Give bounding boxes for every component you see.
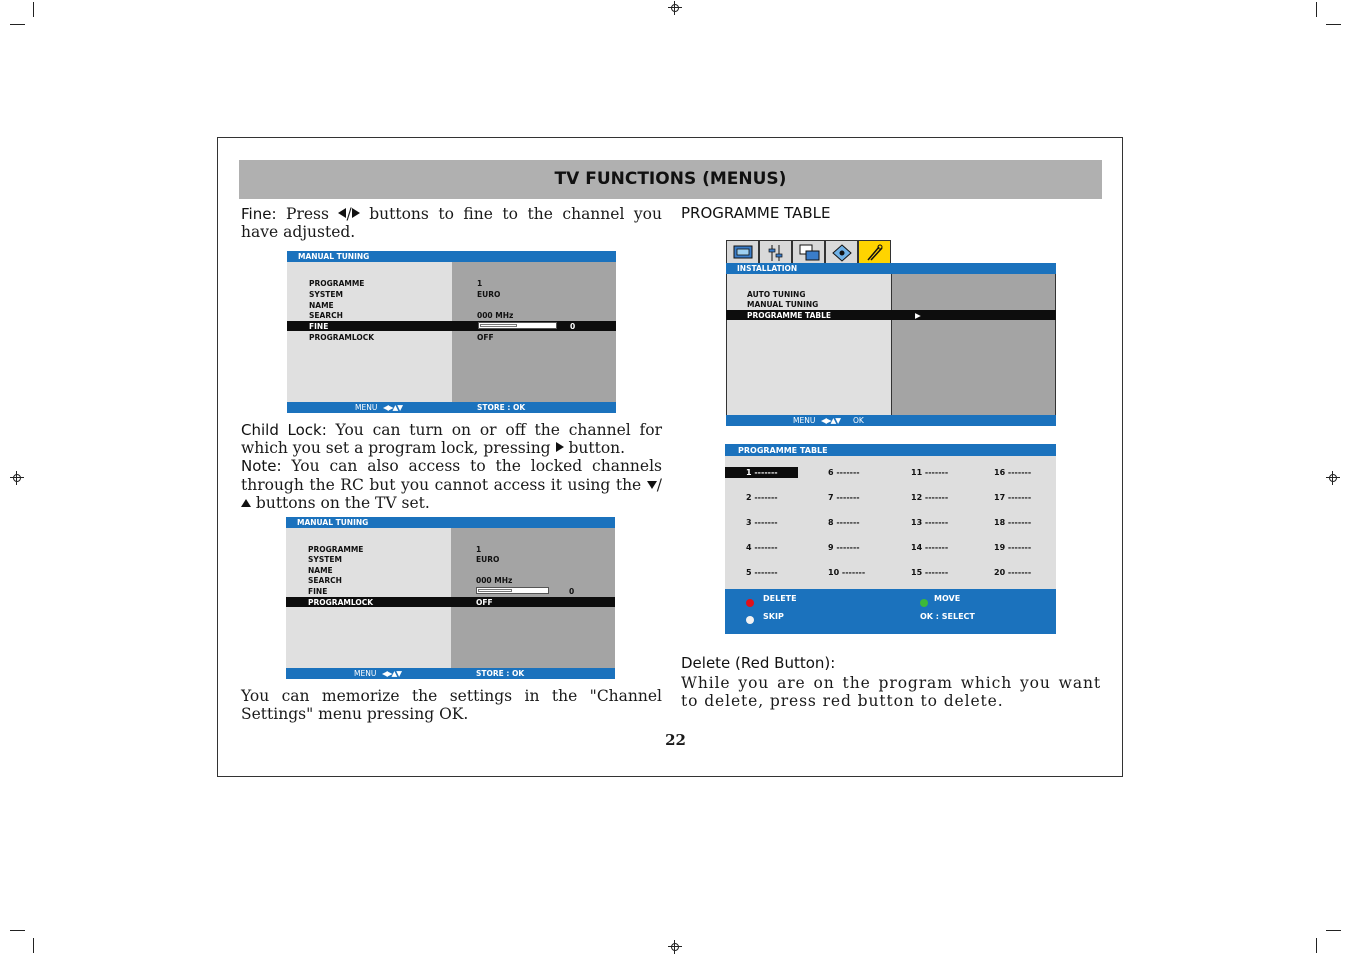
title-banner: [239, 160, 1102, 199]
crop-mark: [10, 930, 25, 931]
osd-row-system: SYSTEM EURO: [308, 555, 500, 564]
programme-slot: 15 -------: [911, 568, 949, 577]
programme-slot: 10 -------: [828, 568, 866, 577]
settings-sliders-icon: [759, 240, 792, 264]
crop-mark: [1326, 930, 1341, 931]
installation-item-programme-table: PROGRAMME TABLE ▶: [726, 310, 1056, 320]
page-title: TV FUNCTIONS (MENUS): [554, 169, 787, 189]
osd-row-name: NAME: [309, 301, 334, 310]
right-arrow-icon: ▶: [915, 311, 921, 320]
features-diamond-icon: [825, 240, 858, 264]
note-text-a: You can also access to the locked channels through the RC but you cannot access it using the: [241, 457, 662, 494]
delete-heading: Delete (Red Button):: [681, 654, 836, 672]
delete-label: DELETE: [763, 594, 797, 603]
crop-mark: [10, 24, 25, 25]
nav-arrows-icon: ◀▶▲▼: [383, 403, 403, 412]
green-dot-icon: [920, 599, 928, 607]
programme-table-body: [725, 456, 1056, 589]
crop-mark: [1326, 24, 1341, 25]
programme-slot: 19 -------: [994, 543, 1032, 552]
installation-item-manual-tuning: MANUAL TUNING: [747, 300, 819, 309]
osd-title-bar: [286, 517, 615, 528]
programme-slot: 2 -------: [746, 493, 778, 502]
osd-footer-store: STORE : OK: [476, 669, 525, 678]
child-lock-text-a: You can turn on or off the channel for which you set a program lock, pressing: [241, 421, 662, 458]
osd-row-programme: PROGRAMME 1: [308, 545, 482, 554]
manual-tuning-osd-programlock: [286, 517, 615, 679]
osd-row-fine: FINE 0: [287, 321, 616, 331]
fine-text-b: buttons to fine to the channel you have adjusted.: [241, 205, 662, 242]
osd-row-search: SEARCH 000 MHz: [309, 311, 514, 320]
osd-row-name: NAME: [308, 566, 333, 575]
programme-slot: 6 -------: [828, 468, 860, 477]
installation-tools-icon: [858, 240, 891, 264]
osd-row-programlock: PROGRAMLOCK OFF: [309, 333, 494, 342]
fine-paragraph: Fine: Press / buttons to fine to the channel you have adjusted.: [241, 205, 662, 242]
crop-mark: [1316, 2, 1317, 17]
ok-select-label: OK : SELECT: [920, 612, 975, 621]
osd-footer-bar: [287, 402, 616, 413]
programme-slot: 11 -------: [911, 468, 949, 477]
programme-slot: 13 -------: [911, 518, 949, 527]
programme-table-footer: [725, 589, 1056, 634]
registration-mark-icon: [1326, 471, 1340, 485]
osd-title: MANUAL TUNING: [298, 252, 370, 261]
programme-slot: 12 -------: [911, 493, 949, 502]
crop-mark: [1316, 938, 1317, 953]
installation-item-auto-tuning: AUTO TUNING: [747, 290, 806, 299]
memorize-paragraph: You can memorize the settings in the "Channel Settings" menu pressing OK.: [241, 687, 662, 724]
child-lock-lead: Child Lock:: [241, 421, 327, 439]
installation-footer-ok: OK: [853, 416, 864, 425]
programme-slot: 5 -------: [746, 568, 778, 577]
programme-slot: 9 -------: [828, 543, 860, 552]
fine-text-a: Press: [276, 205, 339, 223]
osd-footer-menu: MENU: [354, 669, 377, 678]
osd-title: MANUAL TUNING: [297, 518, 369, 527]
manual-tuning-osd-fine: [287, 251, 616, 413]
fine-slider: [476, 587, 549, 594]
installation-title-bar: [726, 263, 1056, 274]
osd-row-programme: PROGRAMME 1: [309, 279, 483, 288]
programme-slot: 17 -------: [994, 493, 1032, 502]
up-arrow-icon: [241, 499, 251, 507]
registration-mark-icon: [668, 940, 682, 954]
red-dot-icon: [746, 599, 754, 607]
installation-footer-menu: MENU: [793, 416, 816, 425]
osd-row-fine: FINE 0: [308, 587, 575, 596]
white-dot-icon: [746, 616, 754, 624]
registration-mark-icon: [668, 1, 682, 15]
programme-table-heading: PROGRAMME TABLE: [681, 204, 831, 222]
installation-osd: [726, 240, 1056, 426]
note-text-b: buttons on the TV set.: [251, 493, 430, 512]
fine-lead: Fine:: [241, 205, 277, 223]
child-lock-text-b: button.: [563, 439, 626, 458]
programme-slot: 1 -------: [725, 467, 798, 478]
programme-slot: 8 -------: [828, 518, 860, 527]
osd-row-system: SYSTEM EURO: [309, 290, 501, 299]
programme-slot: 16 -------: [994, 468, 1032, 477]
programme-slot: 18 -------: [994, 518, 1032, 527]
skip-label: SKIP: [763, 612, 784, 621]
crop-mark: [33, 2, 34, 17]
delete-paragraph: While you are on the program which you want to delete, press red button to delete.: [681, 674, 1101, 711]
programme-slot: 4 -------: [746, 543, 778, 552]
osd-row-programlock: PROGRAMLOCK OFF: [286, 597, 615, 607]
windows-icon: [792, 240, 825, 264]
fine-slider: [478, 322, 557, 329]
osd-footer-bar: [286, 668, 615, 679]
crop-mark: [33, 938, 34, 953]
osd-footer-store: STORE : OK: [477, 403, 526, 412]
programme-slot: 3 -------: [746, 518, 778, 527]
osd-row-search: SEARCH 000 MHz: [308, 576, 513, 585]
installation-footer-bar: [726, 415, 1056, 426]
programme-table-osd: [725, 444, 1056, 634]
nav-arrows-icon: ◀▶▲▼: [821, 416, 841, 425]
fine-slider-fill: [480, 324, 517, 327]
left-arrow-icon: [338, 208, 346, 218]
programme-slot: 20 -------: [994, 568, 1032, 577]
programme-slot: 7 -------: [828, 493, 860, 502]
osd-title-bar: [287, 251, 616, 262]
move-label: MOVE: [934, 594, 961, 603]
note-lead: Note:: [241, 457, 282, 476]
programme-table-title: PROGRAMME TABLE: [738, 446, 828, 455]
nav-arrows-icon: ◀▶▲▼: [382, 669, 402, 678]
tv-picture-icon: [726, 240, 759, 264]
page-number: 22: [665, 731, 686, 749]
child-lock-paragraph: Child Lock: You can turn on or off the channel for which you set a program lock, pressing button. Note: You can also access to the locked channels through the RC but you cannot access it using the / buttons on the TV set.: [241, 421, 662, 512]
installation-title: INSTALLATION: [737, 264, 798, 273]
osd-footer-menu: MENU: [355, 403, 378, 412]
down-arrow-icon: [647, 481, 657, 489]
registration-mark-icon: [10, 471, 24, 485]
programme-table-title-bar: [725, 444, 1056, 456]
programme-slot: 14 -------: [911, 543, 949, 552]
right-arrow-icon: [352, 208, 360, 218]
right-arrow-icon: [556, 442, 564, 452]
fine-slider-fill: [478, 589, 512, 592]
